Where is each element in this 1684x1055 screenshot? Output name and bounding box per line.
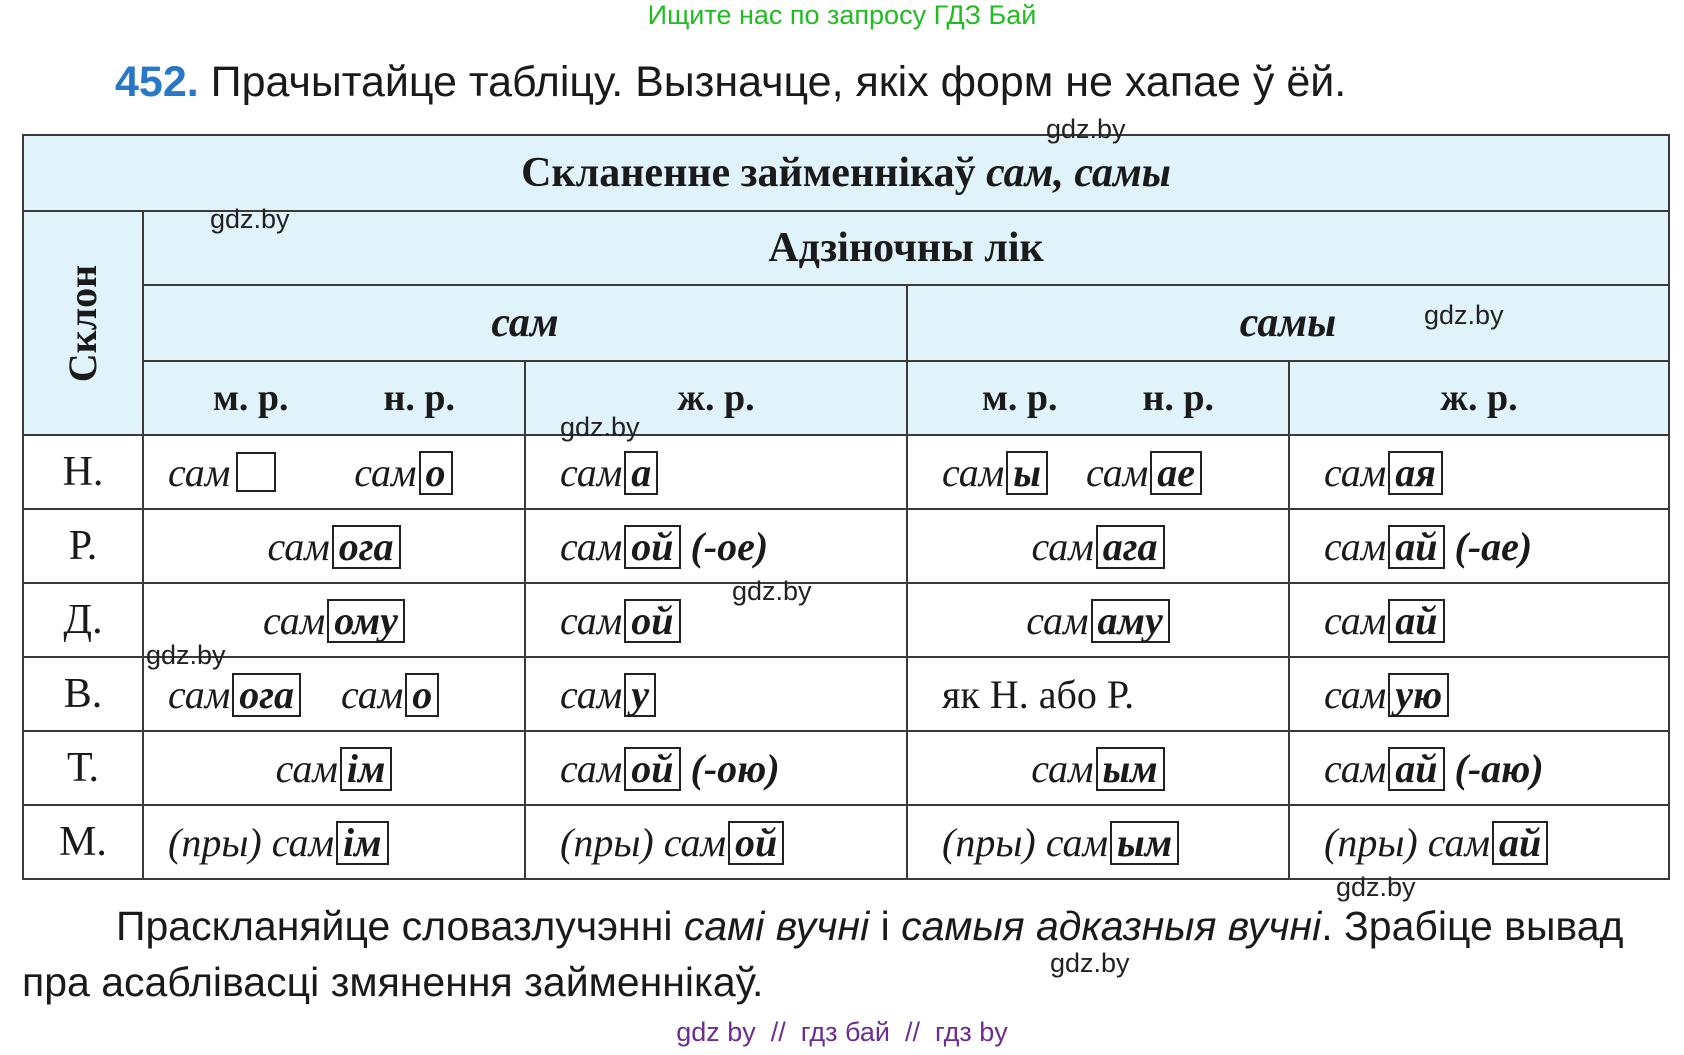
task-phrase: самыя адказныя вучні bbox=[901, 903, 1322, 949]
alt-ending: (-аю) bbox=[1454, 745, 1544, 791]
missing-ending-box bbox=[236, 452, 276, 492]
stem: сам bbox=[1324, 597, 1387, 643]
ending-box: у bbox=[624, 673, 656, 717]
stem: сам bbox=[267, 523, 330, 569]
form-cell bbox=[143, 435, 525, 509]
alt-ending: (-ое) bbox=[690, 523, 769, 569]
task-text: . Зрабіце вывад пра асаблівасці змянення займеннікаў. bbox=[22, 903, 1624, 1005]
table-title-plain: Скланенне займеннікаў bbox=[521, 150, 987, 196]
ending-box: ой bbox=[624, 525, 680, 569]
stem: сам bbox=[560, 449, 623, 495]
form-cell bbox=[525, 435, 907, 509]
form-cell bbox=[143, 805, 525, 879]
ending-box: ую bbox=[1388, 673, 1449, 717]
watermark: gdz.by bbox=[146, 640, 226, 670]
stem: сам bbox=[275, 745, 338, 791]
watermark: gdz.by bbox=[1050, 948, 1130, 978]
sam-f-header: ж. р. bbox=[525, 361, 907, 435]
stem: сам bbox=[271, 819, 334, 865]
form-cell bbox=[907, 583, 1289, 657]
form-cell bbox=[1289, 509, 1669, 583]
case-label: Д. bbox=[23, 583, 143, 657]
case-column-header bbox=[23, 211, 143, 435]
task-paragraph bbox=[22, 898, 1668, 1010]
stem: сам bbox=[560, 671, 623, 717]
ending-box: ай bbox=[1388, 747, 1444, 791]
ending-box: ы bbox=[1006, 451, 1048, 495]
gender-m: м. р. bbox=[212, 377, 289, 419]
alt-ending: (-ае) bbox=[1454, 523, 1533, 569]
stem: сам bbox=[168, 671, 231, 717]
word-samy-header: самы bbox=[907, 285, 1669, 361]
stem: сам bbox=[1026, 597, 1089, 643]
stem: сам bbox=[942, 449, 1005, 495]
samy-mn-header bbox=[907, 361, 1289, 435]
table-row bbox=[23, 731, 1669, 805]
stem: сам bbox=[341, 671, 404, 717]
stem: сам bbox=[560, 523, 623, 569]
same-as-note: як Н. або Р. bbox=[942, 671, 1135, 717]
table-row bbox=[23, 583, 1669, 657]
form-cell bbox=[1289, 435, 1669, 509]
ending-box: ае bbox=[1150, 451, 1202, 495]
ending-box: ой bbox=[728, 821, 784, 865]
ending-box: а bbox=[624, 451, 658, 495]
ending-box: о bbox=[405, 673, 439, 717]
exercise-heading bbox=[115, 58, 1346, 107]
exercise-instruction: Прачытайце табліцу. Вызначце, якіх форм не хапае ў ёй. bbox=[210, 58, 1347, 106]
stem: сам bbox=[263, 597, 326, 643]
case-label: Р. bbox=[23, 509, 143, 583]
search-banner: Ищите нас по запросу ГДЗ Бай bbox=[647, 0, 1037, 30]
task-text: Праскланяйце словазлучэнні bbox=[116, 903, 684, 949]
preposition: (пры) bbox=[560, 819, 654, 865]
case-header-label: Склон bbox=[60, 264, 106, 382]
form-cell bbox=[143, 731, 525, 805]
stem: сам bbox=[354, 449, 417, 495]
ending-box: ая bbox=[1388, 451, 1443, 495]
table-title bbox=[23, 135, 1669, 211]
stem: сам bbox=[560, 597, 623, 643]
table-row bbox=[23, 509, 1669, 583]
stem: сам bbox=[1324, 523, 1387, 569]
ending-box: ой bbox=[624, 747, 680, 791]
stem: сам bbox=[1031, 745, 1094, 791]
number-header: Адзіночны лік bbox=[143, 211, 1669, 285]
footer-watermark: gdz by // гдз бай // гдз by bbox=[676, 1017, 1008, 1047]
ending-box: ай bbox=[1388, 525, 1444, 569]
ending-box: о bbox=[419, 451, 453, 495]
watermark: gdz.by bbox=[1424, 300, 1504, 330]
ending-box: ой bbox=[624, 599, 680, 643]
stem: сам bbox=[1086, 449, 1149, 495]
exercise-number: 452. bbox=[115, 58, 199, 106]
table-row bbox=[23, 435, 1669, 509]
ending-box: ай bbox=[1388, 599, 1444, 643]
ending-box: ым bbox=[1110, 821, 1179, 865]
gender-n: н. р. bbox=[383, 377, 456, 419]
table-row bbox=[23, 805, 1669, 879]
sam-mn-header bbox=[143, 361, 525, 435]
form-cell bbox=[907, 731, 1289, 805]
form-cell bbox=[1289, 805, 1669, 879]
ending-box: ай bbox=[1492, 821, 1548, 865]
task-phrase: самі вучні bbox=[683, 903, 870, 949]
ending-box: ым bbox=[1096, 747, 1165, 791]
preposition: (пры) bbox=[942, 819, 1036, 865]
case-label: Т. bbox=[23, 731, 143, 805]
form-cell bbox=[1289, 657, 1669, 731]
alt-ending: (-ою) bbox=[690, 745, 780, 791]
watermark: gdz.by bbox=[1336, 872, 1416, 902]
stem: сам bbox=[1324, 449, 1387, 495]
case-label: В. bbox=[23, 657, 143, 731]
declension-table bbox=[22, 134, 1670, 880]
stem: сам bbox=[1324, 671, 1387, 717]
form-cell bbox=[525, 805, 907, 879]
form-cell bbox=[907, 435, 1289, 509]
watermark: gdz.by bbox=[1046, 114, 1126, 144]
ending-box: ога bbox=[232, 673, 301, 717]
preposition: (пры) bbox=[168, 819, 262, 865]
form-cell bbox=[525, 657, 907, 731]
task-text: і bbox=[869, 903, 902, 949]
gender-n: н. р. bbox=[1142, 377, 1215, 419]
ending-box: ага bbox=[1096, 525, 1165, 569]
watermark: gdz.by bbox=[210, 204, 290, 234]
watermark: gdz.by bbox=[560, 412, 640, 442]
stem: сам bbox=[663, 819, 726, 865]
stem: сам bbox=[1324, 745, 1387, 791]
table-row bbox=[23, 657, 1669, 731]
form-cell bbox=[143, 509, 525, 583]
form-cell bbox=[907, 657, 1289, 731]
samy-f-header: ж. р. bbox=[1289, 361, 1669, 435]
stem: сам bbox=[1031, 523, 1094, 569]
ending-box: аму bbox=[1091, 599, 1170, 643]
stem: сам bbox=[168, 449, 231, 495]
ending-box: ога bbox=[332, 525, 401, 569]
stem: сам bbox=[560, 745, 623, 791]
case-label: М. bbox=[23, 805, 143, 879]
form-cell bbox=[907, 509, 1289, 583]
ending-box: ім bbox=[340, 747, 393, 791]
gender-m: м. р. bbox=[981, 377, 1058, 419]
form-cell bbox=[525, 509, 907, 583]
form-cell bbox=[525, 583, 907, 657]
form-cell bbox=[907, 805, 1289, 879]
case-label: Н. bbox=[23, 435, 143, 509]
preposition: (пры) bbox=[1324, 819, 1418, 865]
ending-box: ому bbox=[327, 599, 405, 643]
word-sam-header: сам bbox=[143, 285, 907, 361]
stem: сам bbox=[1427, 819, 1490, 865]
table-title-italic: сам, самы bbox=[986, 150, 1171, 196]
ending-box: ім bbox=[336, 821, 389, 865]
stem: сам bbox=[1045, 819, 1108, 865]
watermark: gdz.by bbox=[732, 576, 812, 606]
form-cell bbox=[525, 731, 907, 805]
form-cell bbox=[1289, 731, 1669, 805]
form-cell bbox=[1289, 583, 1669, 657]
